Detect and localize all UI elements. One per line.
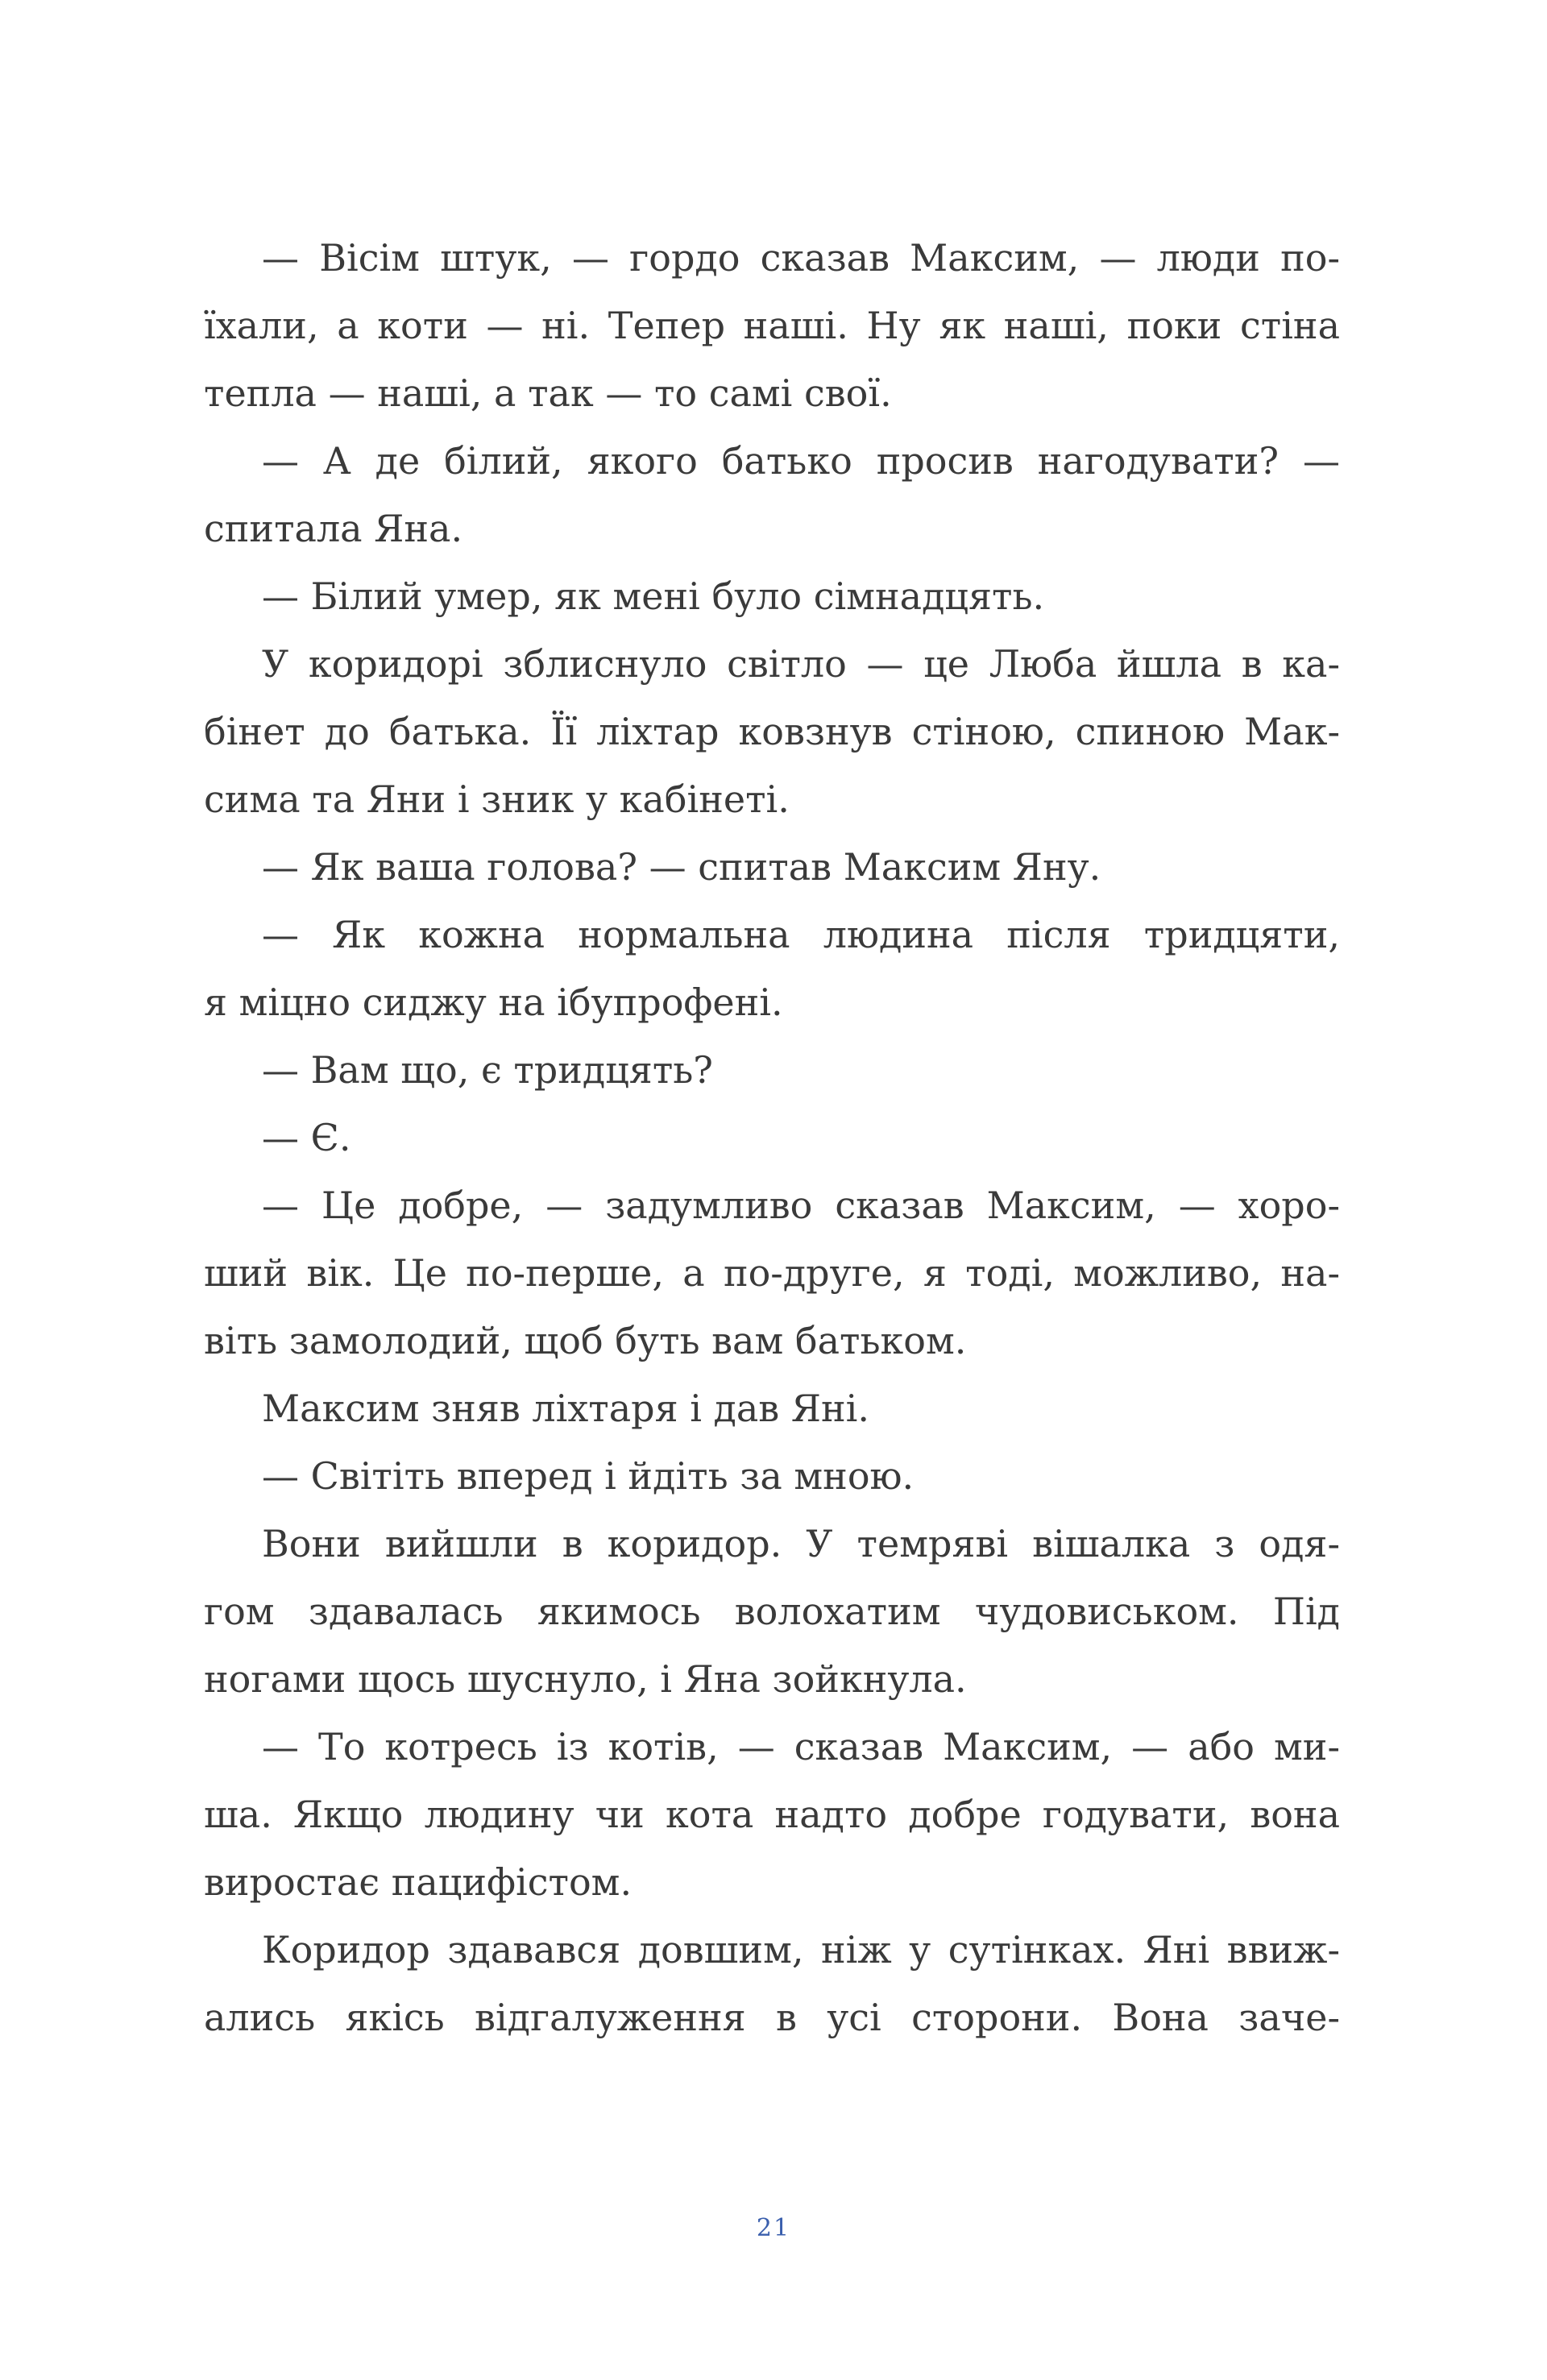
text-line: Максим зняв ліхтаря і дав Яні. bbox=[262, 1387, 869, 1430]
text-line: їхали, а коти — ні. Тепер наші. Ну як наші, поки стіна bbox=[204, 304, 1340, 347]
page-number: 21 bbox=[756, 2214, 791, 2242]
text-line: Вони вийшли в коридор. У темряві вішалка з одя- bbox=[262, 1522, 1340, 1565]
text-line: я міцно сиджу на ібупрофені. bbox=[204, 981, 783, 1024]
text-line: — Світіть вперед і йдіть за мною. bbox=[262, 1454, 915, 1498]
text-line: — Як кожна нормальна людина після тридцяти, bbox=[262, 913, 1340, 956]
text-line: виростає пацифістом. bbox=[204, 1860, 632, 1904]
text-line: — А де білий, якого батько просив нагодувати? — bbox=[262, 439, 1340, 483]
text-line: — Вісім штук, — гордо сказав Максим, — люди по- bbox=[262, 236, 1340, 280]
text-line: У коридорі зблиснуло світло — це Люба йшла в ка- bbox=[262, 642, 1340, 686]
text-line: — Білий умер, як мені було сімнадцять. bbox=[262, 574, 1045, 618]
text-line: ший вік. Це по-перше, а по-друге, я тоді, можливо, на- bbox=[204, 1251, 1340, 1295]
text-line: спитала Яна. bbox=[204, 507, 463, 550]
text-line: — Є. bbox=[262, 1116, 351, 1159]
text-line: — Вам що, є тридцять? bbox=[262, 1048, 713, 1092]
text-line: Коридор здавався довшим, ніж у сутінках. Яні ввиж- bbox=[262, 1928, 1340, 1972]
text-line: — То котресь із котів, — сказав Максим, — або ми- bbox=[262, 1725, 1340, 1768]
text-line: ались якісь відгалуження в усі сторони. Вона заче- bbox=[204, 1996, 1340, 2039]
text-line: — Це добре, — задумливо сказав Максим, — хоро- bbox=[262, 1184, 1340, 1227]
text-line: — Як ваша голова? — спитав Максим Яну. bbox=[262, 845, 1101, 889]
text-line: сима та Яни і зник у кабінеті. bbox=[204, 777, 790, 821]
text-line: ша. Якщо людину чи кота надто добре годувати, вона bbox=[204, 1793, 1340, 1836]
text-line: гом здавалась якимось волохатим чудовиськом. Під bbox=[204, 1590, 1340, 1633]
text-line: ногами щось шуснуло, і Яна зойкнула. bbox=[204, 1657, 967, 1701]
text-line: бінет до батька. Її ліхтар ковзнув стіною, спиною Мак- bbox=[204, 710, 1340, 753]
text-line: віть замолодий, щоб буть вам батьком. bbox=[204, 1319, 967, 1362]
text-line: тепла — наші, а так — то самі свої. bbox=[204, 371, 892, 415]
